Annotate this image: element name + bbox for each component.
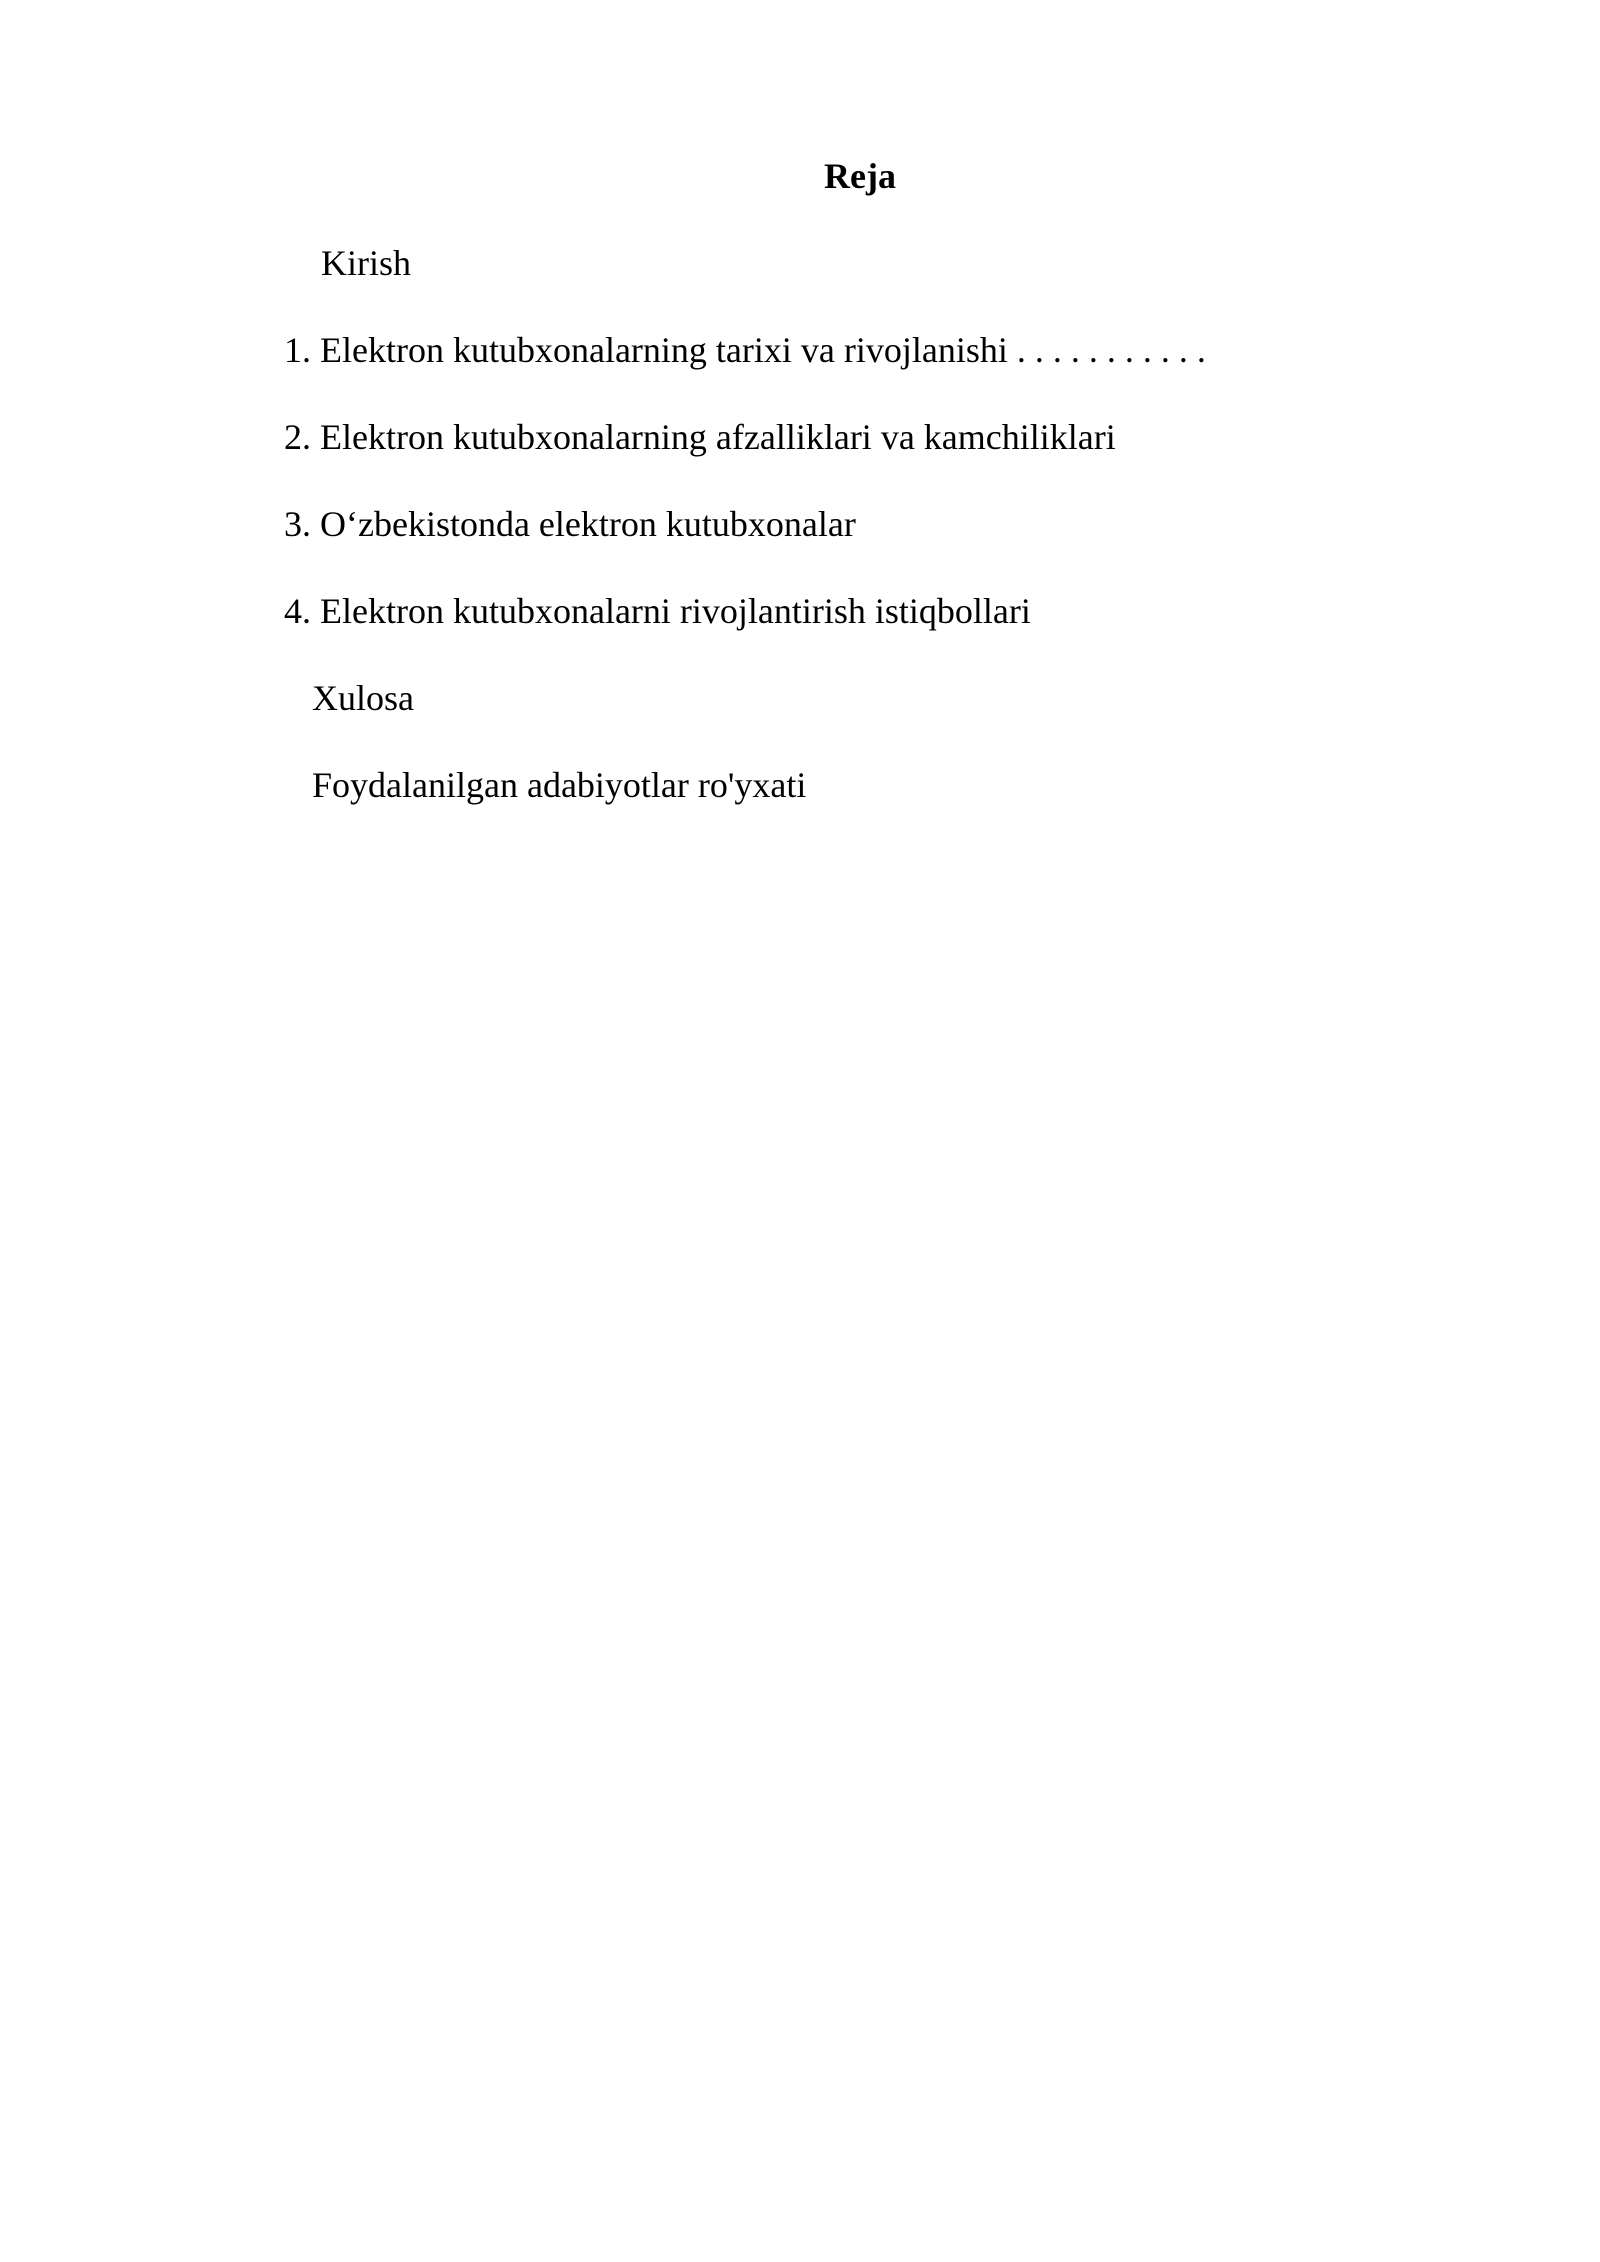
toc-item-text: O‘zbekistonda elektron kutubxonalar [320,504,856,544]
toc-item-2 [284,411,1116,463]
toc-item-intro: Kirish [321,243,411,283]
toc-item-text: Elektron kutubxonalarni rivojlantirish istiqbollari [320,591,1031,631]
toc-item-text: Elektron kutubxonalarning afzalliklari va kamchiliklari [320,417,1116,457]
toc-item-number: 4. [284,591,311,631]
toc-item-number: 1. [284,330,311,370]
toc-item-references: Foydalanilgan adabiyotlar ro'yxati [312,765,807,805]
toc-item-text: Elektron kutubxonalarning tarixi va rivojlanishi . . . . . . . . . . . [320,330,1206,370]
toc-item-conclusion: Xulosa [312,678,414,718]
toc-item-1 [284,324,1206,376]
table-of-contents [0,0,1600,900]
toc-item-number: 3. [284,504,311,544]
toc-item-3 [284,498,856,550]
toc-item-number: 2. [284,417,311,457]
toc-item-4 [284,585,1031,637]
page-title: Reja [824,156,896,196]
